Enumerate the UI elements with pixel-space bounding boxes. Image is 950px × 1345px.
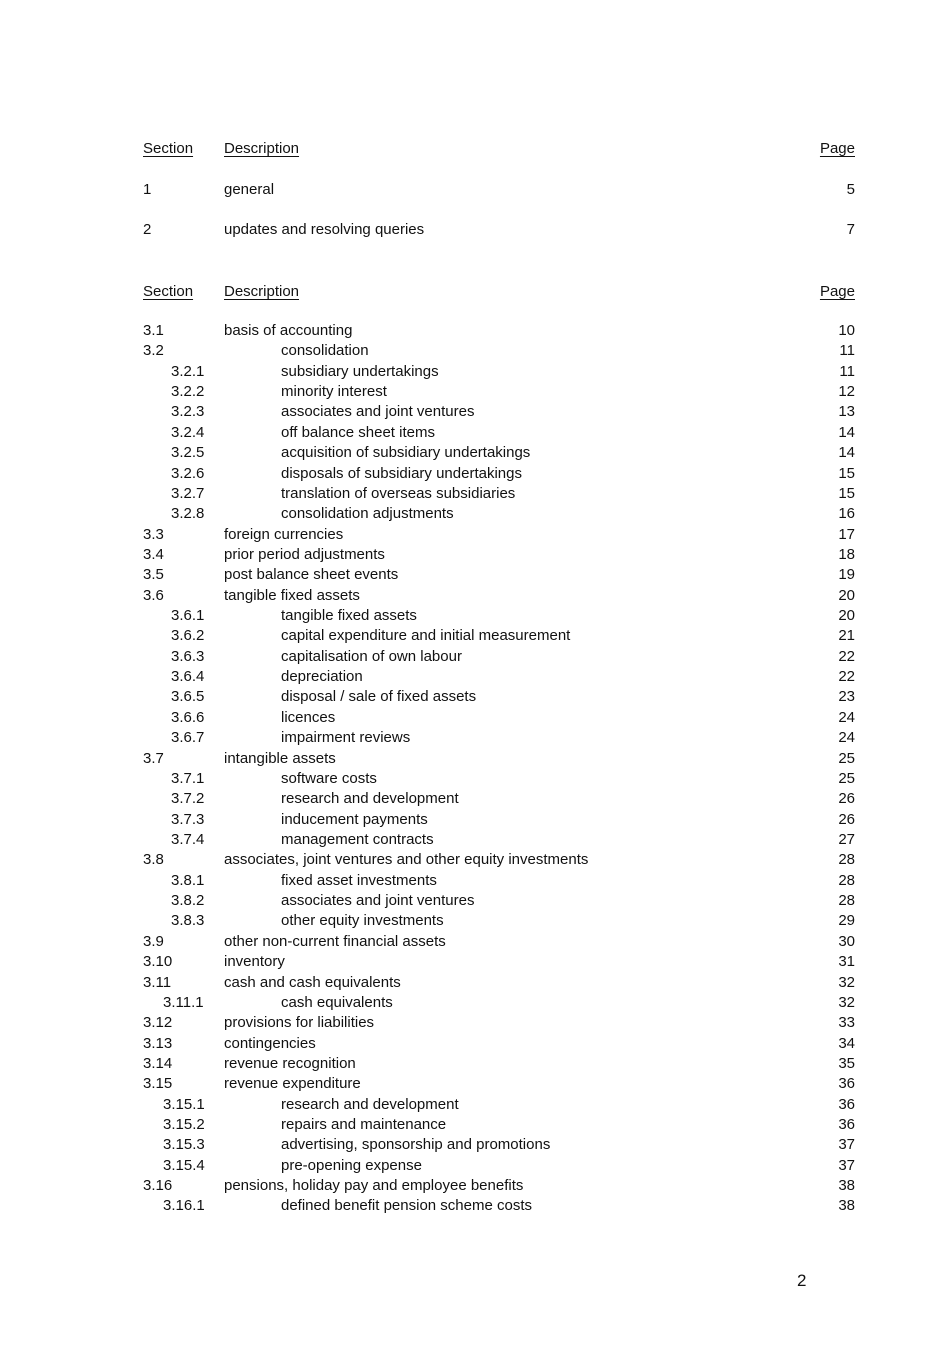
toc-section-number: 3.6.5 xyxy=(171,688,205,706)
toc-row[interactable] xyxy=(143,1135,855,1155)
toc-row[interactable] xyxy=(143,402,855,422)
toc-description: management contracts xyxy=(281,830,434,848)
toc-section-number: 3.6.6 xyxy=(171,708,205,726)
toc-row[interactable] xyxy=(143,728,855,748)
toc-section-number: 3.12 xyxy=(143,1014,173,1032)
toc-section-number: 3.15.2 xyxy=(163,1116,205,1134)
toc-page-number: 32 xyxy=(838,993,855,1011)
toc-section-number: 3.6 xyxy=(143,586,164,604)
toc-row[interactable] xyxy=(143,626,855,646)
toc-page-number: 33 xyxy=(838,1014,855,1032)
toc-description: research and development xyxy=(281,790,459,808)
toc-page-number: 14 xyxy=(838,444,855,462)
toc-page-number: 25 xyxy=(838,769,855,787)
toc-section-number: 3.16 xyxy=(143,1177,173,1195)
toc-table-accounting-policies xyxy=(143,283,855,1217)
toc-section-number: 3.5 xyxy=(143,566,164,584)
toc-description: repairs and maintenance xyxy=(281,1116,447,1134)
toc-page-number: 22 xyxy=(838,647,855,665)
toc-page-number: 38 xyxy=(838,1177,855,1195)
toc-description: revenue recognition xyxy=(224,1054,356,1072)
toc-page-number: 36 xyxy=(838,1116,855,1134)
toc-description: subsidiary undertakings xyxy=(281,362,439,380)
toc-row[interactable] xyxy=(143,1196,855,1216)
toc-section-number: 3.2.7 xyxy=(171,484,205,502)
toc-page-number: 21 xyxy=(838,627,855,645)
toc-section-number: 3.3 xyxy=(143,525,164,543)
toc-section-number: 3.8.1 xyxy=(171,871,205,889)
toc-description: minority interest xyxy=(281,383,387,401)
toc-row[interactable] xyxy=(143,911,855,931)
toc-row[interactable] xyxy=(143,423,855,443)
toc-row[interactable] xyxy=(143,1115,855,1135)
toc-section-number: 3.15.4 xyxy=(163,1156,205,1174)
toc-row[interactable] xyxy=(143,891,855,911)
toc-description: off balance sheet items xyxy=(281,423,435,441)
toc-page-number: 29 xyxy=(838,912,855,930)
toc-page-number: 11 xyxy=(839,362,855,380)
toc-page-number: 37 xyxy=(838,1136,855,1154)
toc-description: foreign currencies xyxy=(224,525,344,543)
toc-row[interactable] xyxy=(143,1095,855,1115)
toc-section-number: 3.8 xyxy=(143,851,164,869)
header-page: Page xyxy=(819,283,855,300)
toc-description: post balance sheet events xyxy=(224,566,399,584)
toc-description: cash equivalents xyxy=(281,993,393,1011)
toc-header xyxy=(143,140,855,160)
toc-page-number: 20 xyxy=(838,586,855,604)
toc-description: cash and cash equivalents xyxy=(224,973,401,991)
toc-section-number: 3.2.5 xyxy=(171,444,205,462)
toc-description: research and development xyxy=(281,1095,459,1113)
toc-row[interactable] xyxy=(143,749,855,769)
toc-row[interactable] xyxy=(143,667,855,687)
toc-page-number: 5 xyxy=(846,181,855,198)
toc-section-number: 3.2.8 xyxy=(171,505,205,523)
toc-table-general xyxy=(143,140,855,260)
toc-row[interactable] xyxy=(143,830,855,850)
toc-section-number: 3.16.1 xyxy=(163,1197,205,1215)
toc-description: provisions for liabilities xyxy=(224,1014,375,1032)
toc-group-general xyxy=(143,180,855,260)
toc-description: general xyxy=(224,181,275,198)
toc-description: acquisition of subsidiary undertakings xyxy=(281,444,531,462)
toc-section-number: 2 xyxy=(143,221,152,238)
toc-section-number: 3.2.3 xyxy=(171,403,205,421)
toc-description: fixed asset investments xyxy=(281,871,437,889)
toc-page-number: 15 xyxy=(838,484,855,502)
toc-page-number: 36 xyxy=(838,1075,855,1093)
toc-section-number: 3.6.4 xyxy=(171,668,205,686)
toc-description: disposals of subsidiary undertakings xyxy=(281,464,522,482)
toc-row[interactable] xyxy=(143,647,855,667)
toc-row[interactable] xyxy=(143,443,855,463)
toc-row[interactable] xyxy=(143,932,855,952)
toc-page-number: 27 xyxy=(838,830,855,848)
toc-description: intangible assets xyxy=(224,749,336,767)
toc-row[interactable] xyxy=(143,952,855,972)
toc-row[interactable] xyxy=(143,525,855,545)
toc-page-number: 36 xyxy=(838,1095,855,1113)
toc-page-number: 16 xyxy=(838,505,855,523)
toc-description: prior period adjustments xyxy=(224,545,385,563)
toc-page-number: 28 xyxy=(838,892,855,910)
toc-section-number: 3.15.1 xyxy=(163,1095,205,1113)
toc-description: inventory xyxy=(224,953,285,971)
toc-row[interactable] xyxy=(143,586,855,606)
toc-row[interactable] xyxy=(143,973,855,993)
toc-page-number: 26 xyxy=(838,790,855,808)
toc-section-number: 1 xyxy=(143,181,152,198)
toc-group-policies xyxy=(143,321,855,1217)
toc-section-number: 3.2.1 xyxy=(171,362,205,380)
toc-section-number: 3.6.1 xyxy=(171,607,205,625)
toc-row[interactable] xyxy=(143,484,855,504)
toc-section-number: 3.2 xyxy=(143,342,164,360)
toc-page-number: 25 xyxy=(838,749,855,767)
toc-description: capital expenditure and initial measurement xyxy=(281,627,571,645)
toc-description: other non-current financial assets xyxy=(224,932,446,950)
toc-row[interactable] xyxy=(143,1074,855,1094)
toc-description: pensions, holiday pay and employee benefits xyxy=(224,1177,524,1195)
toc-row[interactable] xyxy=(143,850,855,870)
header-section: Section xyxy=(143,140,194,157)
toc-row[interactable] xyxy=(143,382,855,402)
toc-section-number: 3.9 xyxy=(143,932,164,950)
toc-page-number: 28 xyxy=(838,851,855,869)
toc-section-number: 3.8.3 xyxy=(171,912,205,930)
toc-section-number: 3.6.2 xyxy=(171,627,205,645)
toc-description: defined benefit pension scheme costs xyxy=(281,1197,532,1215)
toc-description: associates, joint ventures and other equity investments xyxy=(224,851,589,869)
toc-section-number: 3.4 xyxy=(143,545,164,563)
toc-page-number: 26 xyxy=(838,810,855,828)
toc-page-number: 24 xyxy=(838,729,855,747)
toc-description: contingencies xyxy=(224,1034,316,1052)
toc-page-number: 11 xyxy=(839,342,855,360)
toc-description: pre-opening expense xyxy=(281,1156,422,1174)
toc-row[interactable] xyxy=(143,464,855,484)
toc-description: translation of overseas subsidiaries xyxy=(281,484,516,502)
toc-row[interactable] xyxy=(143,180,855,220)
toc-header xyxy=(143,283,855,303)
toc-row[interactable] xyxy=(143,1054,855,1074)
toc-section-number: 3.8.2 xyxy=(171,892,205,910)
toc-page-number: 34 xyxy=(838,1034,855,1052)
toc-description: consolidation adjustments xyxy=(281,505,454,523)
toc-page-number: 31 xyxy=(838,953,855,971)
toc-section-number: 3.6.7 xyxy=(171,729,205,747)
toc-section-number: 3.11 xyxy=(143,973,172,991)
toc-section-number: 3.2.4 xyxy=(171,423,205,441)
toc-section-number: 3.15 xyxy=(143,1075,173,1093)
toc-page-number: 18 xyxy=(838,545,855,563)
toc-page-number: 35 xyxy=(838,1054,855,1072)
toc-page-number: 13 xyxy=(838,403,855,421)
toc-page-number: 17 xyxy=(838,525,855,543)
toc-row[interactable] xyxy=(143,708,855,728)
toc-page-number: 24 xyxy=(838,708,855,726)
toc-row[interactable] xyxy=(143,687,855,707)
page-number: 2 xyxy=(797,1271,807,1290)
toc-page-number: 22 xyxy=(838,668,855,686)
toc-section-number: 3.2.2 xyxy=(171,383,205,401)
toc-description: associates and joint ventures xyxy=(281,892,475,910)
header-description: Description xyxy=(224,283,300,300)
toc-description: consolidation xyxy=(281,342,369,360)
toc-row[interactable] xyxy=(143,220,855,260)
toc-description: tangible fixed assets xyxy=(281,607,417,625)
toc-row[interactable] xyxy=(143,1034,855,1054)
toc-description: advertising, sponsorship and promotions xyxy=(281,1136,551,1154)
toc-section-number: 3.7 xyxy=(143,749,164,767)
toc-page-number: 28 xyxy=(838,871,855,889)
toc-section-number: 3.6.3 xyxy=(171,647,205,665)
toc-page-number: 12 xyxy=(838,383,855,401)
toc-description: capitalisation of own labour xyxy=(281,647,462,665)
toc-section-number: 3.15.3 xyxy=(163,1136,205,1154)
toc-page-number: 23 xyxy=(838,688,855,706)
toc-section-number: 3.7.2 xyxy=(171,790,205,808)
toc-page-number: 37 xyxy=(838,1156,855,1174)
toc-row[interactable] xyxy=(143,769,855,789)
toc-description: inducement payments xyxy=(281,810,428,828)
toc-page-number: 19 xyxy=(838,566,855,584)
header-section: Section xyxy=(143,283,194,300)
toc-section-number: 3.1 xyxy=(143,322,164,339)
toc-page-number: 30 xyxy=(838,932,855,950)
toc-description: revenue expenditure xyxy=(224,1075,361,1093)
header-description: Description xyxy=(224,140,300,157)
toc-page-number: 15 xyxy=(838,464,855,482)
toc-row[interactable] xyxy=(143,565,855,585)
toc-page-number: 14 xyxy=(838,423,855,441)
toc-section-number: 3.7.1 xyxy=(171,769,205,787)
toc-section-number: 3.7.3 xyxy=(171,810,205,828)
toc-row[interactable] xyxy=(143,1013,855,1033)
toc-page-number: 38 xyxy=(838,1197,855,1215)
toc-row[interactable] xyxy=(143,545,855,565)
toc-description: basis of accounting xyxy=(224,322,353,339)
toc-row[interactable] xyxy=(143,606,855,626)
toc-page-number: 7 xyxy=(846,221,855,238)
toc-description: licences xyxy=(281,708,336,726)
toc-row[interactable] xyxy=(143,871,855,891)
toc-section-number: 3.7.4 xyxy=(171,830,205,848)
toc-description: associates and joint ventures xyxy=(281,403,475,421)
toc-row[interactable] xyxy=(143,321,855,341)
toc-section-number: 3.11.1 xyxy=(163,993,204,1011)
toc-description: disposal / sale of fixed assets xyxy=(281,688,477,706)
toc-row[interactable] xyxy=(143,341,855,361)
toc-description: software costs xyxy=(281,769,377,787)
toc-row[interactable] xyxy=(143,789,855,809)
toc-description: impairment reviews xyxy=(281,729,411,747)
toc-section-number: 3.13 xyxy=(143,1034,173,1052)
toc-description: other equity investments xyxy=(281,912,444,930)
toc-row[interactable] xyxy=(143,1156,855,1176)
toc-row[interactable] xyxy=(143,1176,855,1196)
toc-section-number: 3.2.6 xyxy=(171,464,205,482)
toc-section-number: 3.14 xyxy=(143,1054,173,1072)
toc-row[interactable] xyxy=(143,504,855,524)
toc-page-number: 32 xyxy=(838,973,855,991)
toc-row[interactable] xyxy=(143,362,855,382)
header-page: Page xyxy=(819,140,855,157)
toc-description: tangible fixed assets xyxy=(224,586,360,604)
toc-section-number: 3.10 xyxy=(143,953,173,971)
toc-row[interactable] xyxy=(143,810,855,830)
toc-page-number: 20 xyxy=(838,607,855,625)
toc-description: updates and resolving queries xyxy=(224,221,425,238)
toc-page-number: 10 xyxy=(838,322,855,339)
toc-description: depreciation xyxy=(281,668,363,686)
toc-row[interactable] xyxy=(143,993,855,1013)
